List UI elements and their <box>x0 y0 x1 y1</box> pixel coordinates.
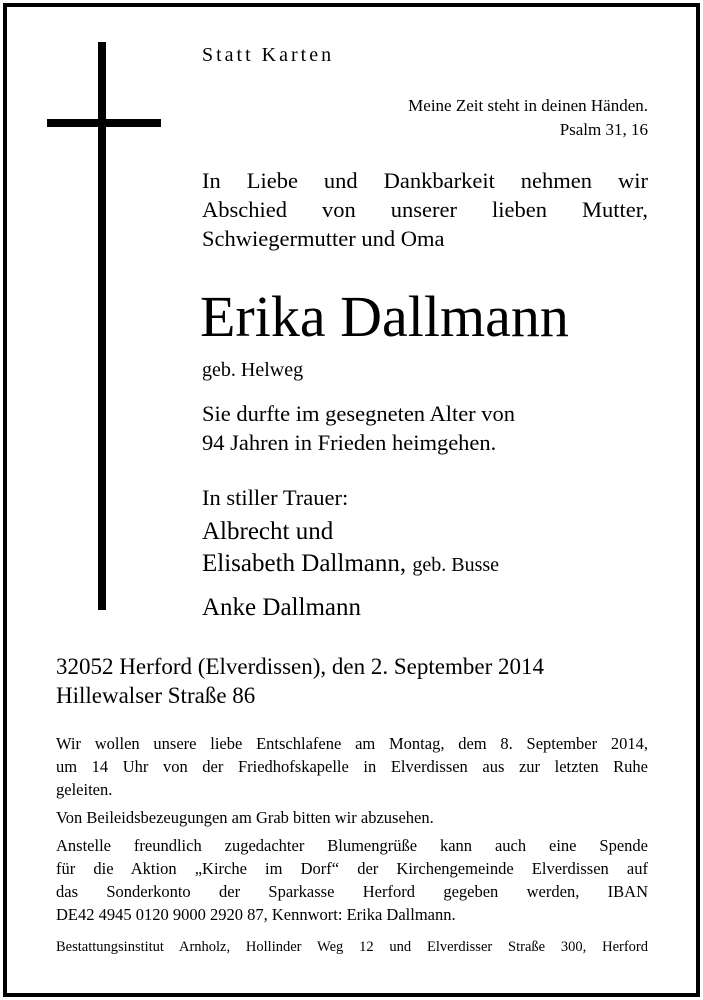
intro-text <box>202 166 648 253</box>
cross-icon-crossbar <box>47 119 161 127</box>
place-address <box>56 652 544 710</box>
mourner-2: Elisabeth Dallmann, <box>202 550 407 577</box>
psalm-quote: Meine Zeit steht in deinen Händen. <box>408 96 648 115</box>
funeral-paragraph <box>56 732 648 801</box>
mourner-2-row <box>202 548 499 581</box>
condolence-paragraph: Von Beileidsbezeugungen am Grab bitten wir abzusehen. <box>56 808 434 827</box>
statt-karten-label: Statt Karten <box>202 44 335 66</box>
age-text <box>202 399 515 457</box>
deceased-name: Erika Dallmann <box>200 284 569 349</box>
mourners-list <box>202 516 499 624</box>
donation-line-2: für die Aktion „Kirche im Dorf“ der Kirchengemeinde Elverdissen auf <box>56 859 648 878</box>
donation-line-3: das Sonderkonto der Sparkasse Herford gegeben werden, IBAN <box>56 882 648 901</box>
intro-line-2: Abschied von unserer lieben Mutter, <box>202 197 648 222</box>
cross-icon <box>98 42 106 610</box>
funeral-line-3: geleiten. <box>56 780 113 799</box>
birth-name: geb. Helweg <box>202 359 304 381</box>
mourning-heading: In stiller Trauer: <box>202 485 349 510</box>
intro-line-3: Schwiegermutter und Oma <box>202 226 445 251</box>
donation-line-4: DE42 4945 0120 9000 2920 87, Kennwort: Erika Dallmann. <box>56 905 456 924</box>
mourner-3: Anke Dallmann <box>202 594 361 621</box>
funeral-line-1: Wir wollen unsere liebe Entschlafene am Montag, dem 8. September 2014, <box>56 734 648 753</box>
funeral-home-footer: Bestattungsinstitut Arnholz, Hollinder Weg 12 und Elverdisser Straße 300, Herford <box>56 939 648 955</box>
donation-line-1: Anstelle freundlich zugedachter Blumengrüße kann auch eine Spende <box>56 836 648 855</box>
donation-paragraph <box>56 834 648 926</box>
psalm-reference: Psalm 31, 16 <box>559 120 648 139</box>
age-line-1: Sie durfte im gesegneten Alter von <box>202 401 516 426</box>
mourner-1: Albrecht und <box>202 518 334 545</box>
intro-line-1: In Liebe und Dankbarkeit nehmen wir <box>202 168 648 193</box>
place-date: 32052 Herford (Elverdissen), den 2. September 2014 <box>56 654 544 679</box>
funeral-line-2: um 14 Uhr von der Friedhofskapelle in Elverdissen aus zur letzten Ruhe <box>56 757 648 776</box>
psalm-block <box>408 94 648 142</box>
funeral-details <box>56 732 648 931</box>
mourner-2-birth-name: geb. Busse <box>412 554 500 576</box>
age-line-2: 94 Jahren in Frieden heimgehen. <box>202 430 497 455</box>
street-address: Hillewalser Straße 86 <box>56 683 256 708</box>
